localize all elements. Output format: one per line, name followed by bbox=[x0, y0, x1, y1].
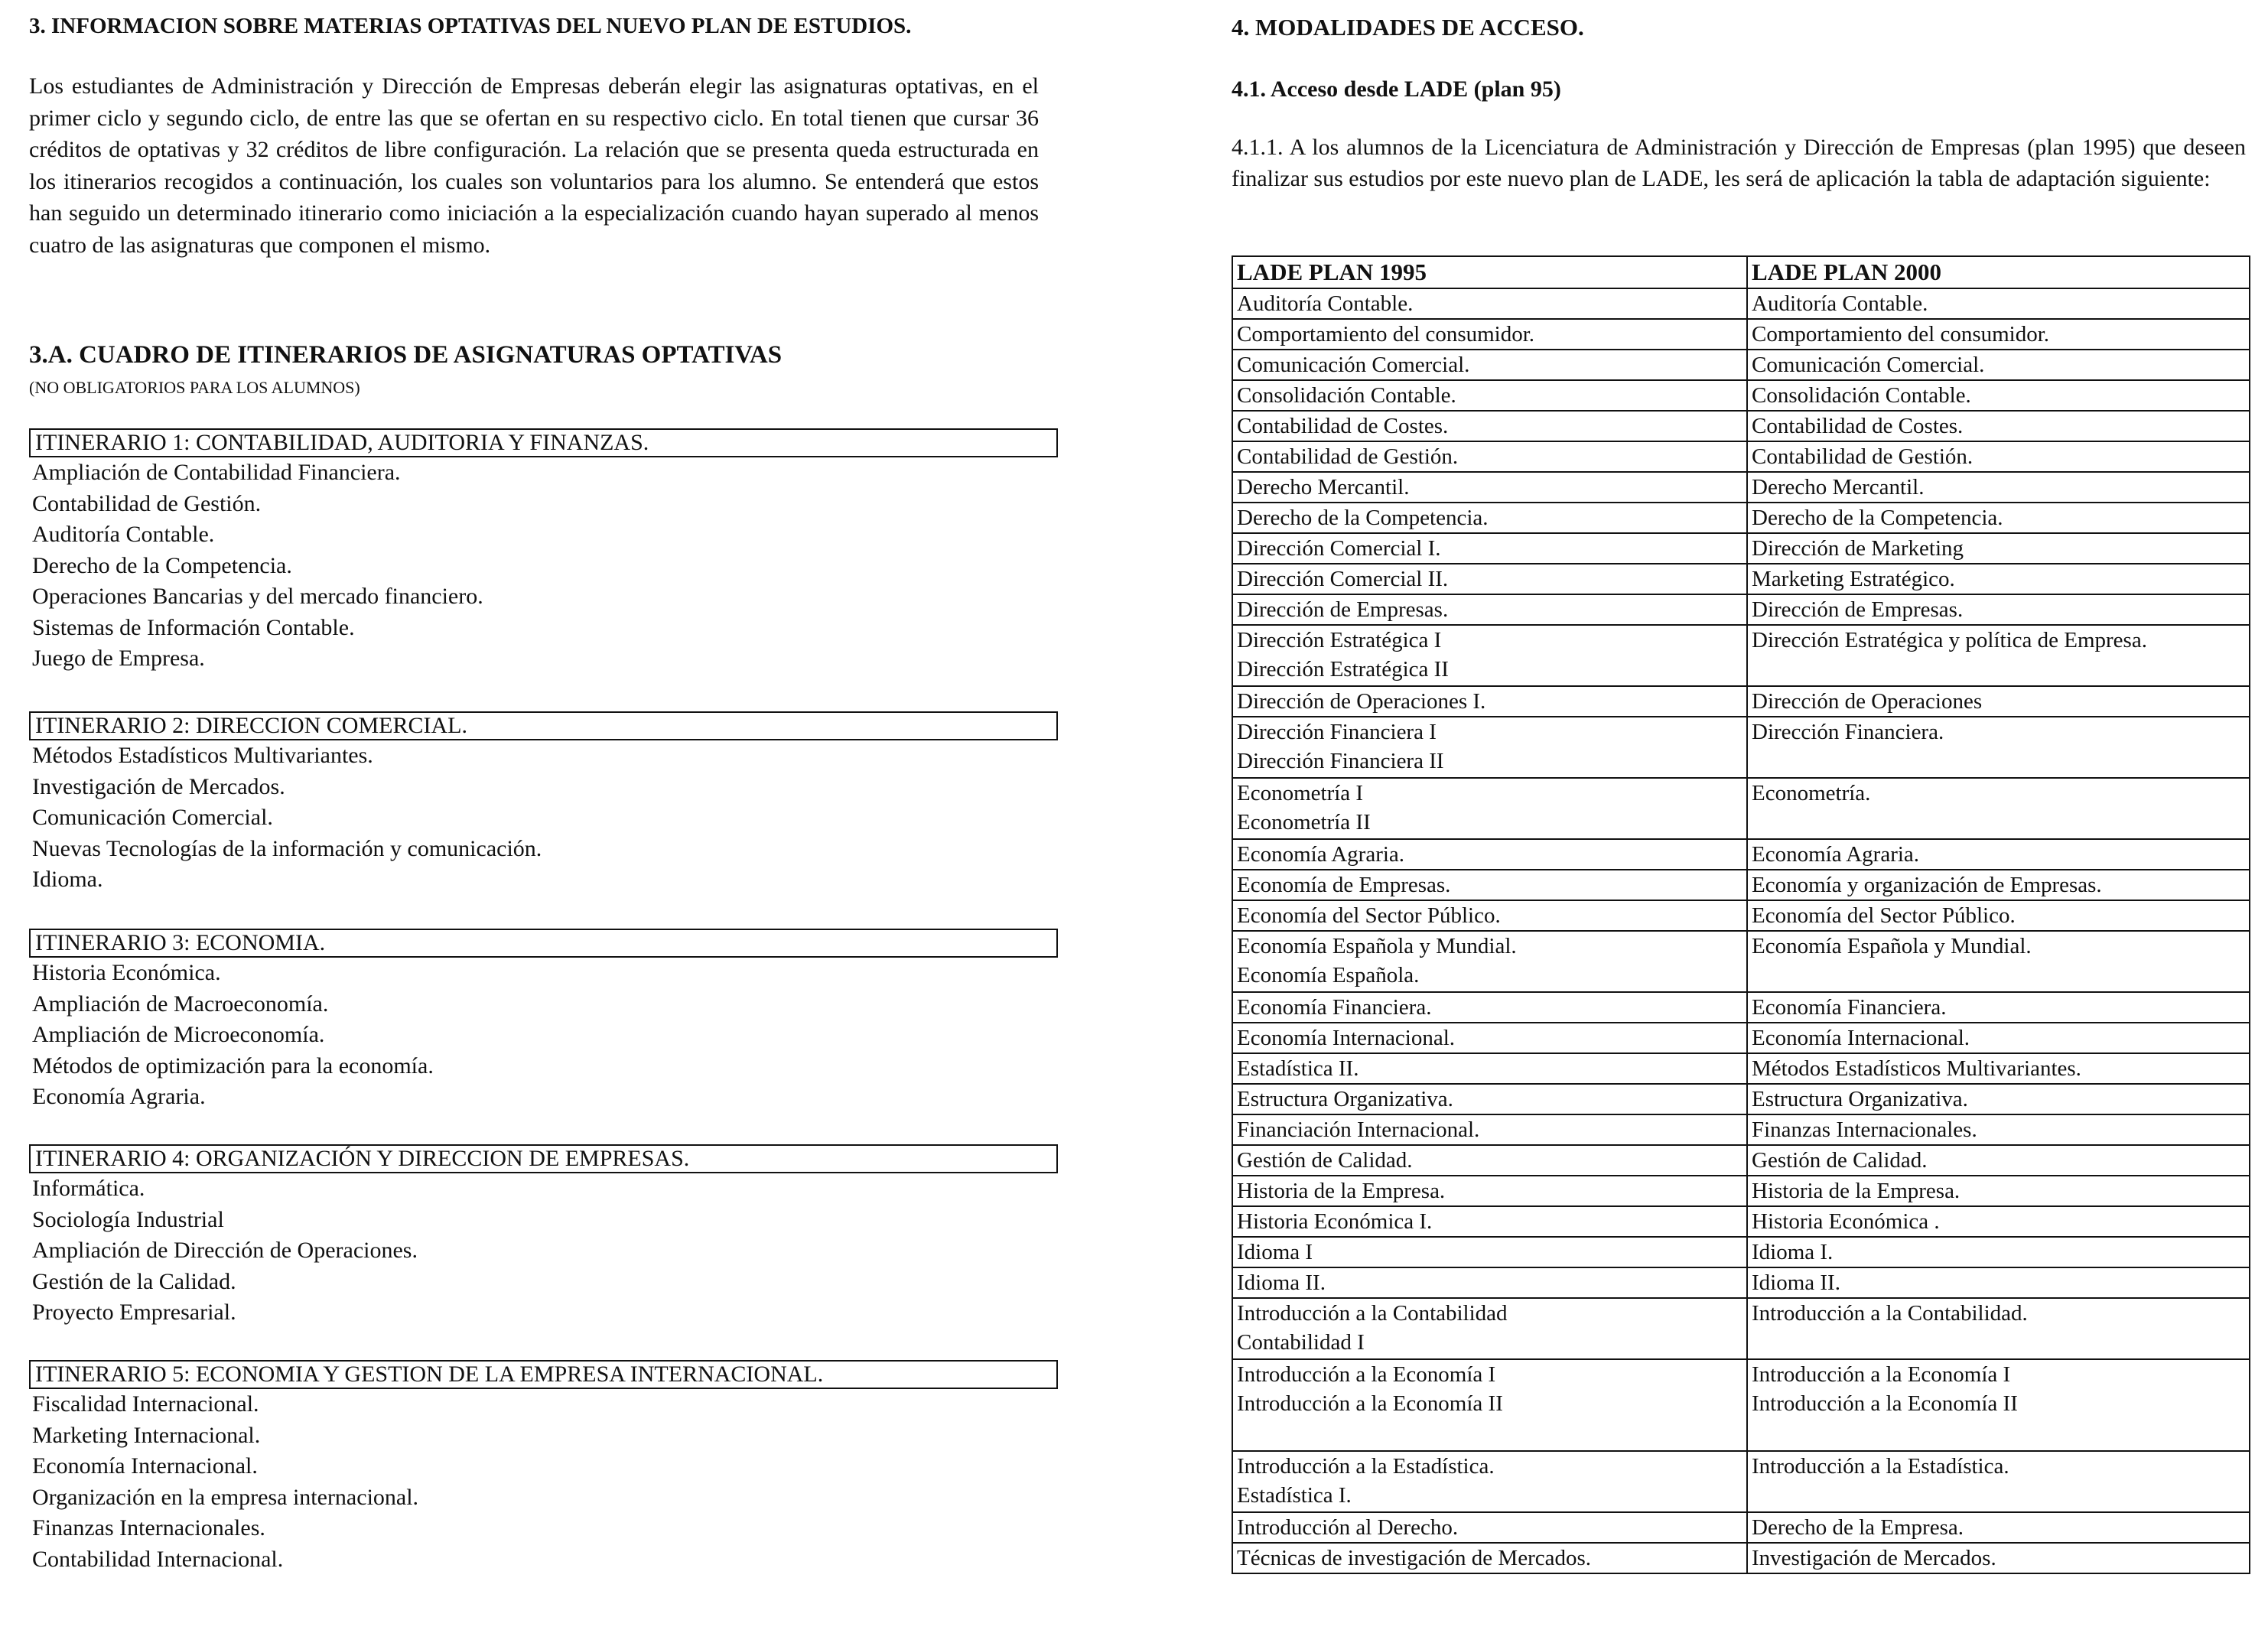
table-cell: Idioma I. bbox=[1747, 1237, 2250, 1267]
list-item: Idioma. bbox=[32, 867, 103, 892]
table-cell: Estructura Organizativa. bbox=[1232, 1084, 1747, 1114]
table-cell: Derecho Mercantil. bbox=[1232, 472, 1747, 503]
table-cell: Historia de la Empresa. bbox=[1232, 1176, 1747, 1206]
table-cell: Comportamiento del consumidor. bbox=[1232, 319, 1747, 350]
section-3-paragraph: Los estudiantes de Administración y Dirección de Empresas deberán elegir las asignaturas optativas, en el primer ciclo y segundo ciclo, de entre las que se ofertan en su respectivo ciclo. En total tienen que cursar 36 créditos de optativas y 32 créditos de libre configuración. La relación que se presenta queda estructurada en los itinerarios recogidos a continuación, los cuales son voluntarios para los alumno. Se entenderá que estos han seguido un determinado itinerario como iniciación a la especialización cuando hayan superado al menos cuatro de las asignaturas que componen el mismo. bbox=[29, 73, 1039, 258]
table-row bbox=[1232, 472, 2250, 503]
table-row bbox=[1232, 839, 2250, 870]
itinerario-title: ITINERARIO 4: ORGANIZACIÓN Y DIRECCION DE EMPRESAS. bbox=[29, 1144, 1058, 1173]
itinerario-subjects bbox=[29, 1389, 1058, 1575]
table-row bbox=[1232, 503, 2250, 533]
table-row bbox=[1232, 1206, 2250, 1237]
list-item: Comunicación Comercial. bbox=[32, 805, 273, 830]
table-cell: Introducción a la Estadística. bbox=[1747, 1451, 2250, 1512]
table-row bbox=[1232, 1359, 2250, 1451]
table-cell: Econometría. bbox=[1747, 778, 2250, 839]
table-cell: Marketing Estratégico. bbox=[1747, 564, 2250, 594]
itinerario-1 bbox=[29, 428, 1058, 675]
table-cell: Dirección Estratégica y política de Empresa. bbox=[1747, 625, 2250, 686]
table-row bbox=[1232, 870, 2250, 900]
table-row bbox=[1232, 350, 2250, 380]
table-cell: Dirección Financiera. bbox=[1747, 717, 2250, 778]
table-row bbox=[1232, 411, 2250, 441]
table-row bbox=[1232, 931, 2250, 992]
itinerario-5 bbox=[29, 1360, 1058, 1575]
table-row bbox=[1232, 778, 2250, 839]
table-row bbox=[1232, 1023, 2250, 1053]
table-cell: Comunicación Comercial. bbox=[1747, 350, 2250, 380]
list-item: Juego de Empresa. bbox=[32, 646, 205, 671]
list-item: Métodos de optimización para la economía. bbox=[32, 1052, 434, 1079]
table-cell: Dirección de Empresas. bbox=[1232, 594, 1747, 625]
list-item: Informática. bbox=[32, 1176, 145, 1201]
table-row bbox=[1232, 1053, 2250, 1084]
table-cell: Economía Internacional. bbox=[1747, 1023, 2250, 1053]
table-cell: Introducción a la Economía I Introducción a la Economía II bbox=[1232, 1359, 1747, 1451]
table-cell: Auditoría Contable. bbox=[1232, 288, 1747, 319]
table-cell: Economía Financiera. bbox=[1232, 992, 1747, 1023]
table-cell: Contabilidad de Gestión. bbox=[1747, 441, 2250, 472]
table-cell: Contabilidad de Costes. bbox=[1747, 411, 2250, 441]
table-cell: Economía Financiera. bbox=[1747, 992, 2250, 1023]
table-row bbox=[1232, 1145, 2250, 1176]
table-cell: Dirección Comercial I. bbox=[1232, 533, 1747, 564]
column-header-plan-2000: LADE PLAN 2000 bbox=[1747, 256, 2250, 288]
list-item: Organización en la empresa internacional. bbox=[32, 1484, 419, 1510]
table-cell: Dirección de Operaciones bbox=[1747, 686, 2250, 717]
list-item: Sistemas de Información Contable. bbox=[32, 614, 355, 640]
list-item: Historia Económica. bbox=[32, 960, 221, 985]
list-item: Métodos Estadísticos Multivariantes. bbox=[32, 743, 373, 768]
section-4-1-paragraph: 4.1.1. A los alumnos de la Licenciatura de Administración y Dirección de Empresas (plan 1995) que deseen finalizar sus estudios por este nuevo plan de LADE, les será de aplicación la tabla de adaptación siguiente: bbox=[1232, 135, 2246, 191]
table-row bbox=[1232, 1267, 2250, 1298]
itinerario-title: ITINERARIO 1: CONTABILIDAD, AUDITORIA Y FINANZAS. bbox=[29, 428, 1058, 457]
table-cell: Economía Española y Mundial. bbox=[1747, 931, 2250, 992]
table-cell: Dirección de Operaciones I. bbox=[1232, 686, 1747, 717]
table-header-row bbox=[1232, 256, 2250, 288]
list-item: Ampliación de Contabilidad Financiera. bbox=[32, 460, 401, 485]
table-cell: Técnicas de investigación de Mercados. bbox=[1232, 1543, 1747, 1573]
table-cell: Dirección Comercial II. bbox=[1232, 564, 1747, 594]
column-header-plan-1995: LADE PLAN 1995 bbox=[1232, 256, 1747, 288]
table-cell: Derecho de la Competencia. bbox=[1232, 503, 1747, 533]
table-row bbox=[1232, 1237, 2250, 1267]
table-cell: Econometría I Econometría II bbox=[1232, 778, 1747, 839]
table-row bbox=[1232, 1512, 2250, 1543]
table-cell: Financiación Internacional. bbox=[1232, 1114, 1747, 1145]
table-cell: Métodos Estadísticos Multivariantes. bbox=[1747, 1053, 2250, 1084]
table-cell: Introducción a la Economía I Introducción a la Economía II bbox=[1747, 1359, 2250, 1451]
table-row bbox=[1232, 1451, 2250, 1512]
list-item: Marketing Internacional. bbox=[32, 1422, 261, 1448]
section-4-1-heading: 4.1. Acceso desde LADE (plan 95) bbox=[1232, 76, 1561, 102]
table-cell: Comunicación Comercial. bbox=[1232, 350, 1747, 380]
itinerario-subjects bbox=[29, 457, 1058, 675]
table-cell: Consolidación Contable. bbox=[1232, 380, 1747, 411]
table-cell: Economía y organización de Empresas. bbox=[1747, 870, 2250, 900]
table-row bbox=[1232, 625, 2250, 686]
itinerario-subjects bbox=[29, 740, 1058, 896]
table-cell: Historia de la Empresa. bbox=[1747, 1176, 2250, 1206]
table-cell: Economía del Sector Público. bbox=[1232, 900, 1747, 931]
itinerario-subjects bbox=[29, 1173, 1058, 1329]
list-item: Proyecto Empresarial. bbox=[32, 1300, 236, 1325]
list-item: Gestión de la Calidad. bbox=[32, 1268, 236, 1294]
list-item: Nuevas Tecnologías de la información y comunicación. bbox=[32, 835, 542, 861]
table-cell: Idioma II. bbox=[1232, 1267, 1747, 1298]
table-row bbox=[1232, 1114, 2250, 1145]
list-item: Contabilidad de Gestión. bbox=[32, 490, 262, 516]
table-row bbox=[1232, 992, 2250, 1023]
itinerario-subjects bbox=[29, 958, 1058, 1113]
list-item: Auditoría Contable. bbox=[32, 522, 215, 547]
table-cell: Economía Agraria. bbox=[1747, 839, 2250, 870]
table-cell: Contabilidad de Gestión. bbox=[1232, 441, 1747, 472]
adaptation-table bbox=[1232, 255, 2250, 1574]
list-item: Economía Agraria. bbox=[32, 1084, 206, 1109]
list-item: Investigación de Mercados. bbox=[32, 773, 285, 799]
table-row bbox=[1232, 319, 2250, 350]
table-cell: Dirección Estratégica I Dirección Estratégica II bbox=[1232, 625, 1747, 686]
table-row bbox=[1232, 441, 2250, 472]
itinerario-4 bbox=[29, 1144, 1058, 1329]
table-cell: Introducción a la Contabilidad Contabilidad I bbox=[1232, 1298, 1747, 1359]
section-3a-heading: 3.A. CUADRO DE ITINERARIOS DE ASIGNATURAS OPTATIVAS bbox=[29, 341, 783, 369]
table-cell: Derecho Mercantil. bbox=[1747, 472, 2250, 503]
table-cell: Estadística II. bbox=[1232, 1053, 1747, 1084]
table-row bbox=[1232, 900, 2250, 931]
list-item: Operaciones Bancarias y del mercado financiero. bbox=[32, 584, 483, 609]
list-item: Ampliación de Microeconomía. bbox=[32, 1022, 325, 1047]
section-4-heading: 4. MODALIDADES DE ACCESO. bbox=[1232, 14, 1584, 41]
table-cell: Introducción a la Contabilidad. bbox=[1747, 1298, 2250, 1359]
table-cell: Economía de Empresas. bbox=[1232, 870, 1747, 900]
table-cell: Estructura Organizativa. bbox=[1747, 1084, 2250, 1114]
list-item: Finanzas Internacionales. bbox=[32, 1515, 265, 1541]
table-cell: Economía Internacional. bbox=[1232, 1023, 1747, 1053]
table-cell: Auditoría Contable. bbox=[1747, 288, 2250, 319]
itinerario-title: ITINERARIO 5: ECONOMIA Y GESTION DE LA EMPRESA INTERNACIONAL. bbox=[29, 1360, 1058, 1389]
list-item: Economía Internacional. bbox=[32, 1453, 258, 1479]
list-item: Sociología Industrial bbox=[32, 1206, 224, 1232]
table-row bbox=[1232, 594, 2250, 625]
table-cell: Comportamiento del consumidor. bbox=[1747, 319, 2250, 350]
table-cell: Historia Económica I. bbox=[1232, 1206, 1747, 1237]
itinerario-3 bbox=[29, 929, 1058, 1113]
list-item: Ampliación de Macroeconomía. bbox=[32, 991, 329, 1017]
table-row bbox=[1232, 1298, 2250, 1359]
table-cell: Historia Económica . bbox=[1747, 1206, 2250, 1237]
table-row bbox=[1232, 1084, 2250, 1114]
itinerario-title: ITINERARIO 3: ECONOMIA. bbox=[29, 929, 1058, 958]
table-cell: Gestión de Calidad. bbox=[1232, 1145, 1747, 1176]
table-row bbox=[1232, 380, 2250, 411]
table-cell: Idioma I bbox=[1232, 1237, 1747, 1267]
list-item: Fiscalidad Internacional. bbox=[32, 1391, 259, 1417]
table-cell: Economía Agraria. bbox=[1232, 839, 1747, 870]
list-item: Ampliación de Dirección de Operaciones. bbox=[32, 1238, 418, 1263]
table-cell: Economía Española y Mundial. Economía Española. bbox=[1232, 931, 1747, 992]
table-cell: Dirección Financiera I Dirección Financiera II bbox=[1232, 717, 1747, 778]
table-cell: Introducción a la Estadística. Estadística I. bbox=[1232, 1451, 1747, 1512]
table-row bbox=[1232, 564, 2250, 594]
itinerario-title: ITINERARIO 2: DIRECCION COMERCIAL. bbox=[29, 711, 1058, 740]
table-cell: Dirección de Empresas. bbox=[1747, 594, 2250, 625]
table-cell: Consolidación Contable. bbox=[1747, 380, 2250, 411]
section-3-heading: 3. INFORMACION SOBRE MATERIAS OPTATIVAS DEL NUEVO PLAN DE ESTUDIOS. bbox=[29, 14, 912, 38]
table-cell: Finanzas Internacionales. bbox=[1747, 1114, 2250, 1145]
table-row bbox=[1232, 533, 2250, 564]
table-cell: Derecho de la Empresa. bbox=[1747, 1512, 2250, 1543]
table-cell: Idioma II. bbox=[1747, 1267, 2250, 1298]
section-3a-note: (NO OBLIGATORIOS PARA LOS ALUMNOS) bbox=[29, 378, 360, 397]
table-cell: Gestión de Calidad. bbox=[1747, 1145, 2250, 1176]
table-row bbox=[1232, 717, 2250, 778]
table-cell: Introducción al Derecho. bbox=[1232, 1512, 1747, 1543]
list-item: Contabilidad Internacional. bbox=[32, 1546, 284, 1572]
table-cell: Dirección de Marketing bbox=[1747, 533, 2250, 564]
table-row bbox=[1232, 1543, 2250, 1573]
table-row bbox=[1232, 686, 2250, 717]
table-cell: Investigación de Mercados. bbox=[1747, 1543, 2250, 1573]
list-item: Derecho de la Competencia. bbox=[32, 552, 292, 578]
table-cell: Contabilidad de Costes. bbox=[1232, 411, 1747, 441]
table-row bbox=[1232, 288, 2250, 319]
table-cell: Economía del Sector Público. bbox=[1747, 900, 2250, 931]
itinerario-2 bbox=[29, 711, 1058, 896]
table-row bbox=[1232, 1176, 2250, 1206]
table-cell: Derecho de la Competencia. bbox=[1747, 503, 2250, 533]
